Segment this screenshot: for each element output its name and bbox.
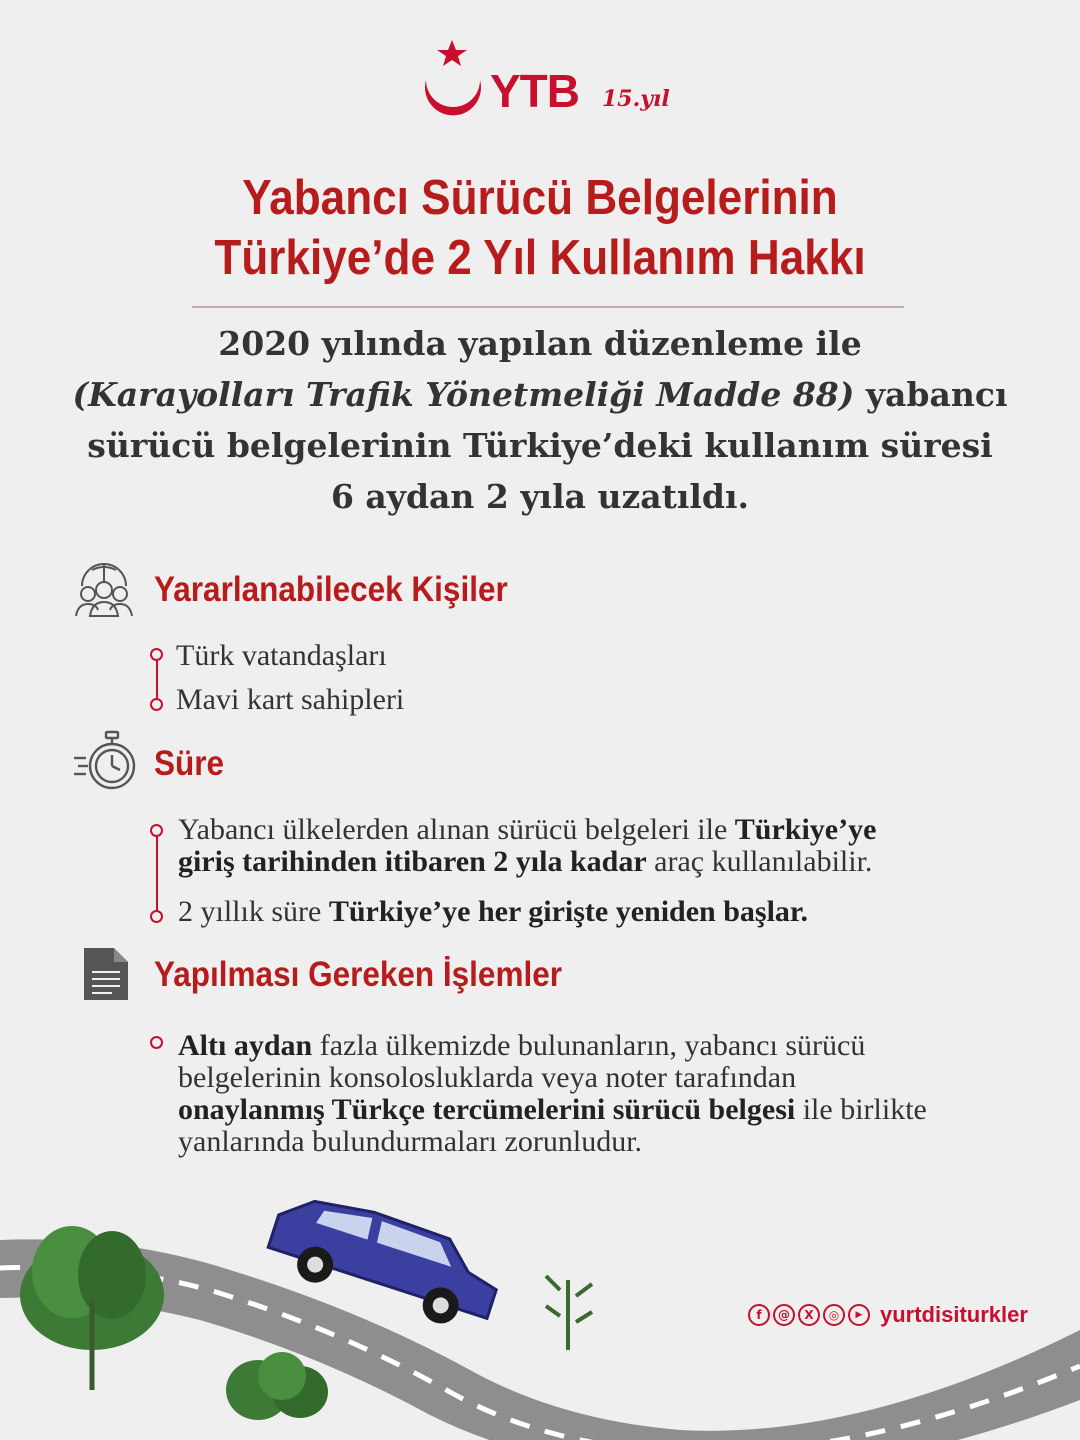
people-globe-icon: [72, 560, 136, 620]
section-heading-duration: Süre: [154, 744, 225, 783]
logo-anniversary: 15.yıl: [602, 86, 670, 112]
list-item: [178, 1030, 1038, 1158]
section-heading-eligible: Yararlanabilecek Kişiler: [154, 570, 508, 609]
bullet-connector: [156, 657, 158, 701]
crescent-hands-icon: [412, 38, 492, 128]
intro-line-2-rest: yabancı: [854, 375, 1008, 414]
bullet-connector: [156, 834, 158, 916]
ytb-logo: [412, 38, 672, 128]
text-run-bold: onaylanmış Türkçe tercümelerini sürücü belgesi: [178, 1093, 796, 1126]
bullet-marker: [150, 1036, 163, 1049]
social-bar: [748, 1302, 1038, 1332]
youtube-icon[interactable]: ▶: [848, 1304, 870, 1326]
intro-line-3: sürücü belgelerinin Türkiye’deki kullanım süresi: [87, 426, 993, 465]
text-run-bold: Türkiye’ye her girişte yeniden başlar.: [328, 895, 808, 928]
intro-line-4: 6 aydan 2 yıla uzatıldı.: [330, 477, 750, 516]
intro-line-2: [70, 369, 1010, 420]
instagram-icon[interactable]: ◎: [823, 1304, 845, 1326]
text-run: fazla ülkemizde bulunanların, yabancı sürücü: [312, 1029, 866, 1062]
bullet-marker: [150, 910, 163, 923]
list-item: Türk vatandaşları: [176, 639, 387, 672]
logo-wordmark: YTB: [490, 65, 579, 117]
list-item: [178, 814, 1038, 878]
x-icon[interactable]: X: [798, 1304, 820, 1326]
text-run: Yabancı ülkelerden alınan sürücü belgeleri ile: [178, 813, 735, 846]
section-heading-procedures: Yapılması Gereken İşlemler: [154, 955, 562, 994]
bullet-marker: [150, 698, 163, 711]
document-icon: [82, 946, 130, 1002]
text-run: araç kullanılabilir.: [646, 845, 873, 878]
bullet-marker: [150, 824, 163, 837]
text-run-bold: Türkiye’ye: [734, 813, 877, 846]
title-divider: [192, 306, 904, 308]
text-run: 2 yıllık süre: [178, 895, 329, 928]
plant-icon: [546, 1276, 592, 1350]
title-line-2: Türkiye’de 2 Yıl Kullanım Hakkı: [214, 231, 866, 285]
text-run: belgelerinin konsolosluklarda veya noter tarafından: [178, 1061, 797, 1094]
list-item: Mavi kart sahipleri: [176, 683, 405, 716]
stopwatch-icon: [72, 728, 140, 794]
list-item: [178, 896, 1038, 928]
social-handle[interactable]: yurtdisiturkler: [880, 1302, 1028, 1327]
bush-icon: [226, 1352, 328, 1420]
text-run-bold: giriş tarihinden itibaren 2 yıla kadar: [178, 845, 647, 878]
bullet-marker: [150, 648, 163, 661]
text-run: ile birlikte: [795, 1093, 927, 1126]
threads-icon[interactable]: @: [773, 1304, 795, 1326]
intro-line-1: 2020 yılında yapılan düzenleme ile: [218, 324, 862, 363]
facebook-icon[interactable]: f: [748, 1304, 770, 1326]
page-title: [135, 168, 945, 288]
intro-regulation-ref: (Karayolları Trafik Yönetmeliği Madde 88): [72, 375, 855, 414]
text-run-bold: Altı aydan: [178, 1029, 313, 1062]
text-run: yanlarında bulundurmaları zorunludur.: [178, 1125, 643, 1158]
intro-paragraph: [70, 318, 1010, 522]
title-line-1: Yabancı Sürücü Belgelerinin: [242, 171, 838, 225]
